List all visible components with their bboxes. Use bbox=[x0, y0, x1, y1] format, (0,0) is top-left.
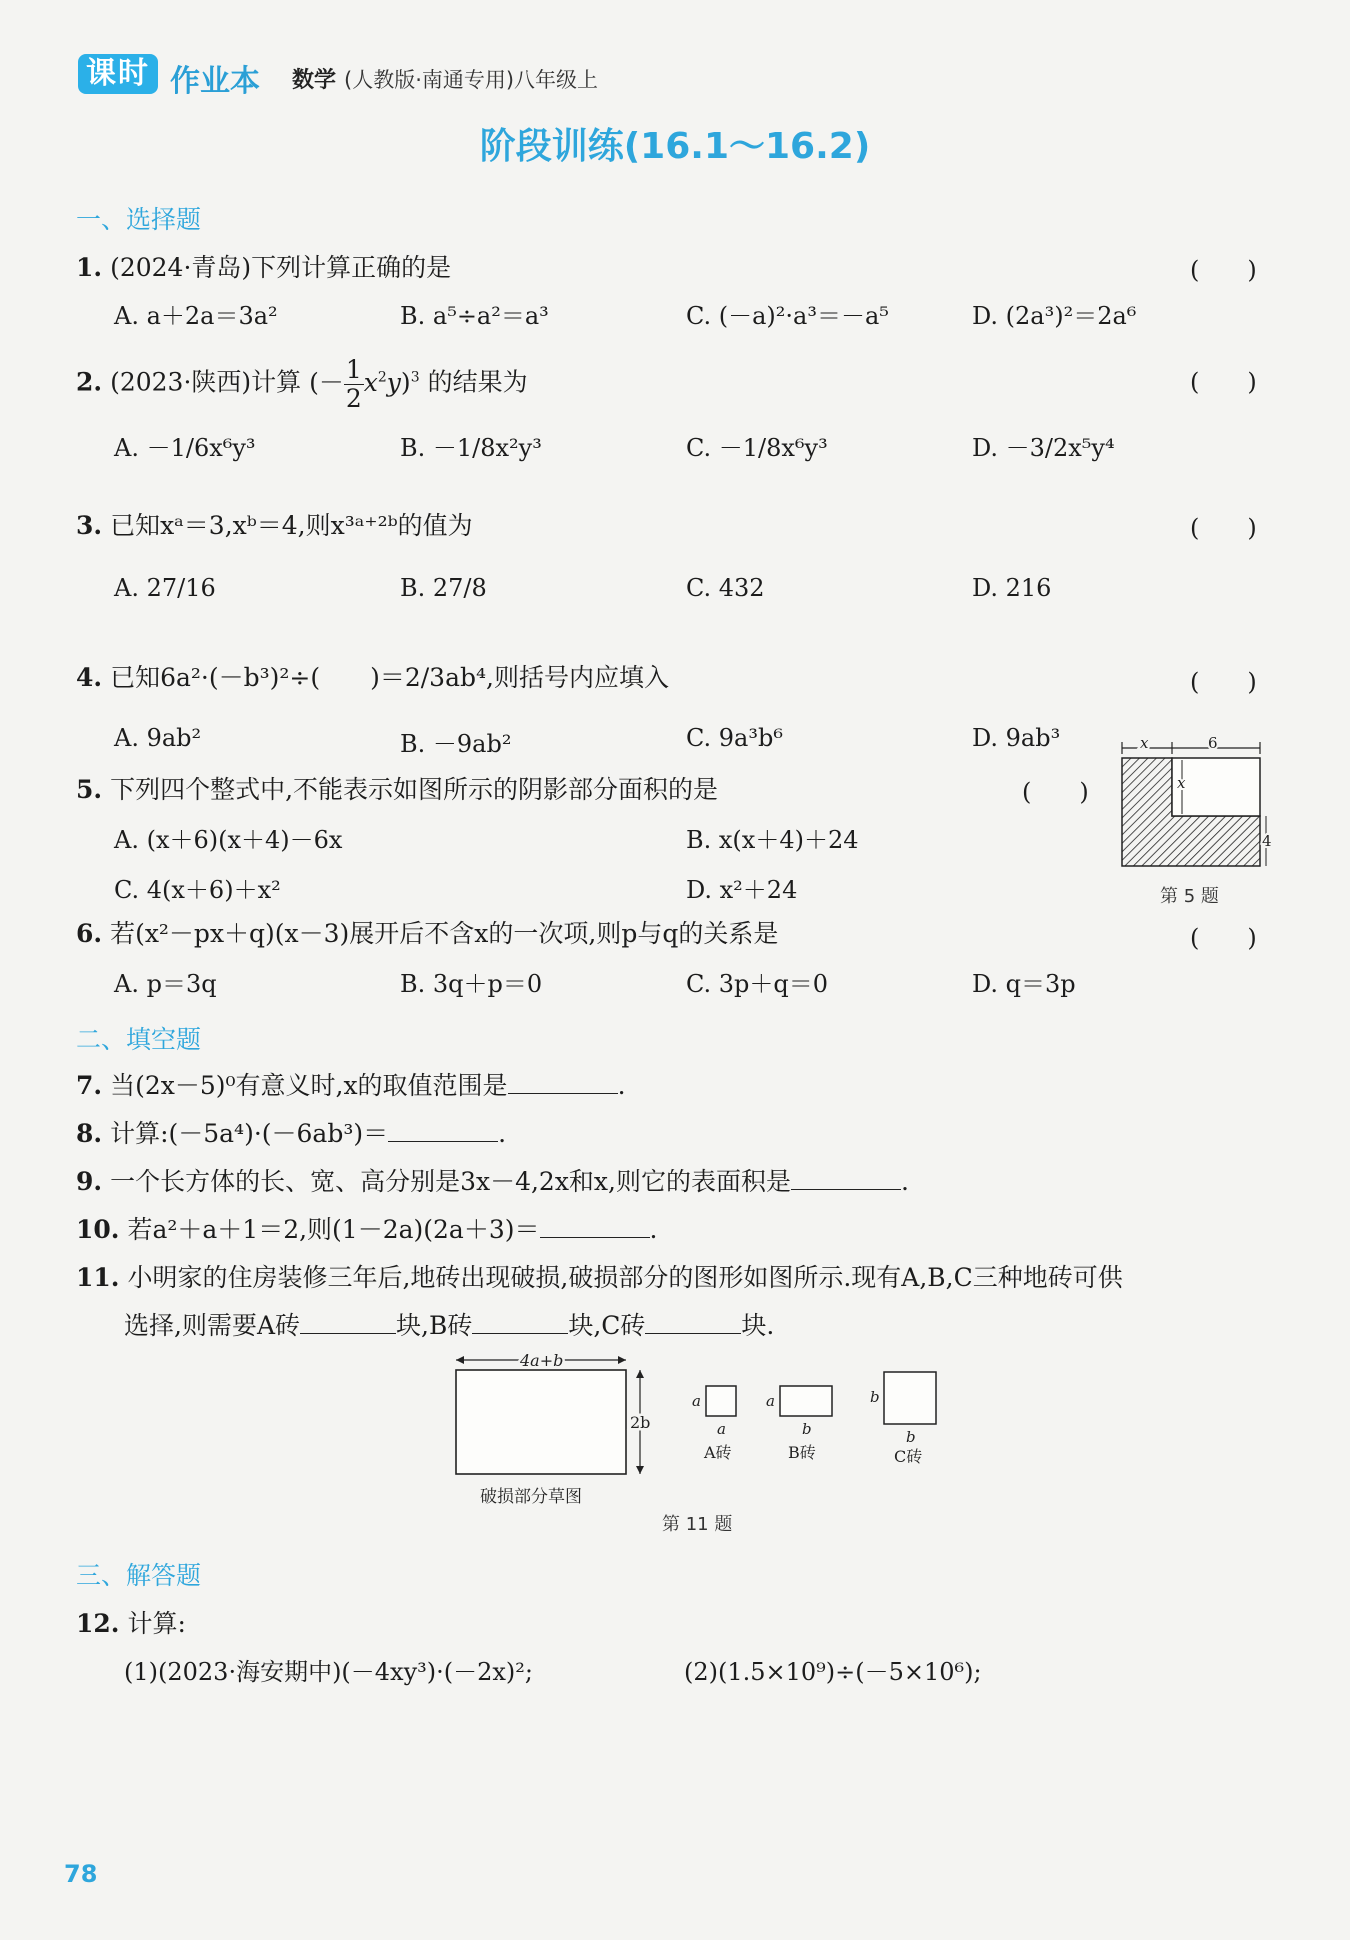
option-d: D. －3/2x⁵y⁴ bbox=[972, 434, 1115, 462]
question-11-line2: 选择,则需要A砖 块,B砖 块,C砖 块. bbox=[124, 1311, 775, 1340]
tile-a bbox=[706, 1386, 736, 1416]
option-a: A. 27/16 bbox=[114, 574, 216, 602]
option-b: B. x(x＋4)＋24 bbox=[686, 826, 859, 854]
answer-blank-a[interactable] bbox=[300, 1309, 396, 1334]
question-12 bbox=[76, 1604, 186, 1640]
question-number: 12. bbox=[76, 1609, 120, 1638]
question-3 bbox=[76, 506, 473, 542]
question-expression: (－ $\frac{1}{2}$ $x^2y)^3$ bbox=[309, 355, 420, 413]
question-stem: 若a²＋a＋1＝2,则(1－2a)(2a＋3)＝ bbox=[127, 1215, 540, 1244]
answer-paren: ( ) bbox=[1190, 668, 1257, 696]
question-number: 5. bbox=[76, 775, 103, 804]
option-a: A. 9ab² bbox=[114, 724, 202, 752]
answer-blank[interactable] bbox=[540, 1213, 650, 1238]
q5-caption: 第 5 题 bbox=[1160, 886, 1219, 907]
tile-a-label: A砖 bbox=[704, 1443, 732, 1462]
question-number: 11. bbox=[76, 1263, 120, 1292]
question-9: 9. 一个长方体的长、宽、高分别是3x－4,2x和x,则它的表面积是 . bbox=[76, 1167, 909, 1196]
option-a: A. －1/6x⁶y³ bbox=[114, 434, 256, 462]
question-8: 8. 计算:(－5a⁴)·(－6ab³)＝ . bbox=[76, 1119, 507, 1148]
page-number: 78 bbox=[64, 1860, 98, 1888]
q11-figure bbox=[440, 1346, 960, 1516]
answer-paren: ( ) bbox=[1022, 778, 1089, 806]
label-x-inner: x bbox=[1177, 774, 1186, 792]
option-b: B. 27/8 bbox=[400, 574, 487, 602]
option-b: B. －1/8x²y³ bbox=[400, 434, 542, 462]
book-subject: 数学 bbox=[292, 68, 337, 93]
answer-blank[interactable] bbox=[508, 1069, 618, 1094]
question-stem: 计算:(－5a⁴)·(－6ab³)＝ bbox=[110, 1119, 389, 1148]
option-b: B. a⁵÷a²＝a³ bbox=[400, 302, 549, 330]
question-stem: 已知xᵃ＝3,xᵇ＝4,则x³ᵃ⁺²ᵇ的值为 bbox=[110, 511, 473, 540]
question-1 bbox=[76, 248, 451, 284]
option-d: D. q＝3p bbox=[972, 970, 1076, 998]
label-4: 4 bbox=[1262, 832, 1272, 850]
question-stem-b: 的结果为 bbox=[427, 367, 528, 397]
question-stem: 下列四个整式中,不能表示如图所示的阴影部分面积的是 bbox=[110, 775, 719, 804]
label-x-top: x bbox=[1140, 734, 1149, 752]
svg-text:a: a bbox=[766, 1392, 775, 1410]
question-number: 7. bbox=[76, 1071, 103, 1100]
question-5 bbox=[76, 770, 718, 806]
brand-logo-box: 课时 bbox=[78, 54, 158, 94]
question-number: 6. bbox=[76, 919, 103, 948]
label-6: 6 bbox=[1208, 734, 1218, 752]
question-10: 10. 若a²＋a＋1＝2,则(1－2a)(2a＋3)＝ . bbox=[76, 1215, 658, 1244]
question-stem: 当(2x－5)⁰有意义时,x的取值范围是 bbox=[110, 1071, 508, 1100]
question-4 bbox=[76, 658, 669, 694]
question-stem-line1: 小明家的住房装修三年后,地砖出现破损,破损部分的图形如图所示.现有A,B,C三种地砖可供 bbox=[127, 1263, 1123, 1292]
option-a: A. (x＋6)(x＋4)－6x bbox=[114, 826, 343, 854]
answer-blank[interactable] bbox=[791, 1165, 901, 1190]
option-c: C. 432 bbox=[686, 574, 765, 602]
svg-text:a: a bbox=[717, 1420, 726, 1438]
question-stem: (2024·青岛)下列计算正确的是 bbox=[110, 253, 452, 282]
option-b: B. －9ab² bbox=[400, 730, 512, 758]
option-d: D. 216 bbox=[972, 574, 1052, 602]
answer-paren: ( ) bbox=[1190, 924, 1257, 952]
label-width: 4a+b bbox=[520, 1351, 564, 1370]
damaged-rect bbox=[456, 1370, 626, 1474]
question-number: 9. bbox=[76, 1167, 103, 1196]
label-damaged: 破损部分草图 bbox=[480, 1487, 582, 1507]
svg-text:b: b bbox=[906, 1428, 916, 1446]
option-b: B. 3q＋p＝0 bbox=[400, 970, 543, 998]
answer-blank-c[interactable] bbox=[645, 1309, 741, 1334]
option-c: C. 4(x＋6)＋x² bbox=[114, 876, 281, 904]
question-number: 3. bbox=[76, 511, 103, 540]
question-11 bbox=[76, 1258, 1123, 1294]
option-c: C. 9a³b⁶ bbox=[686, 724, 783, 752]
option-d: D. x²＋24 bbox=[686, 876, 798, 904]
question-stem: 若(x²－px＋q)(x－3)展开后不含x的一次项,则p与q的关系是 bbox=[110, 919, 779, 948]
option-d: D. 9ab³ bbox=[972, 724, 1061, 752]
option-d: D. (2a³)²＝2a⁶ bbox=[972, 302, 1137, 330]
tile-b-label: B砖 bbox=[788, 1443, 816, 1462]
question-stem: 计算: bbox=[127, 1609, 186, 1638]
question-stem-a: (2023·陕西)计算 bbox=[110, 367, 302, 397]
answer-paren: ( ) bbox=[1190, 256, 1257, 284]
option-a: A. a＋2a＝3a² bbox=[114, 302, 278, 330]
answer-paren: ( ) bbox=[1190, 368, 1257, 396]
answer-paren: ( ) bbox=[1190, 514, 1257, 542]
svg-text:b: b bbox=[870, 1388, 880, 1406]
section-heading-choice: 一、选择题 bbox=[76, 205, 202, 234]
q5-figure bbox=[1110, 736, 1270, 886]
question-number: 4. bbox=[76, 663, 103, 692]
brand-name: 作业本 bbox=[170, 64, 260, 99]
svg-text:b: b bbox=[802, 1420, 812, 1438]
answer-blank[interactable] bbox=[388, 1117, 498, 1142]
question-2 bbox=[76, 356, 528, 412]
page-title: 阶段训练(16.1～16.2) bbox=[479, 126, 871, 167]
option-a: A. p＝3q bbox=[114, 970, 217, 998]
q11-caption: 第 11 题 bbox=[662, 1514, 733, 1535]
tile-b bbox=[780, 1386, 832, 1416]
option-c: C. (－a)²·a³＝－a⁵ bbox=[686, 302, 889, 330]
question-number: 1. bbox=[76, 253, 103, 282]
svg-text:a: a bbox=[692, 1392, 701, 1410]
question-stem: 一个长方体的长、宽、高分别是3x－4,2x和x,则它的表面积是 bbox=[110, 1167, 791, 1196]
label-height: 2b bbox=[630, 1413, 651, 1432]
question-12-part2: (2)(1.5×10⁹)÷(－5×10⁶); bbox=[684, 1658, 982, 1686]
tile-c-label: C砖 bbox=[894, 1447, 923, 1466]
book-edition: (人教版·南通专用)八年级上 bbox=[344, 68, 599, 92]
question-12-part1: (1)(2023·海安期中)(－4xy³)·(－2x)²; bbox=[124, 1658, 534, 1686]
section-heading-solve: 三、解答题 bbox=[76, 1561, 202, 1590]
option-c: C. －1/8x⁶y³ bbox=[686, 434, 828, 462]
answer-blank-b[interactable] bbox=[472, 1309, 568, 1334]
option-c: C. 3p＋q＝0 bbox=[686, 970, 829, 998]
question-number: 8. bbox=[76, 1119, 103, 1148]
tile-c bbox=[884, 1372, 936, 1424]
question-number: 2. bbox=[76, 367, 103, 397]
section-heading-fill: 二、填空题 bbox=[76, 1025, 202, 1054]
question-stem: 已知6a²·(－b³)²÷( )＝2/3ab⁴,则括号内应填入 bbox=[110, 663, 669, 692]
question-6 bbox=[76, 914, 778, 950]
question-7: 7. 当(2x－5)⁰有意义时,x的取值范围是 . bbox=[76, 1071, 626, 1100]
question-number: 10. bbox=[76, 1215, 120, 1244]
